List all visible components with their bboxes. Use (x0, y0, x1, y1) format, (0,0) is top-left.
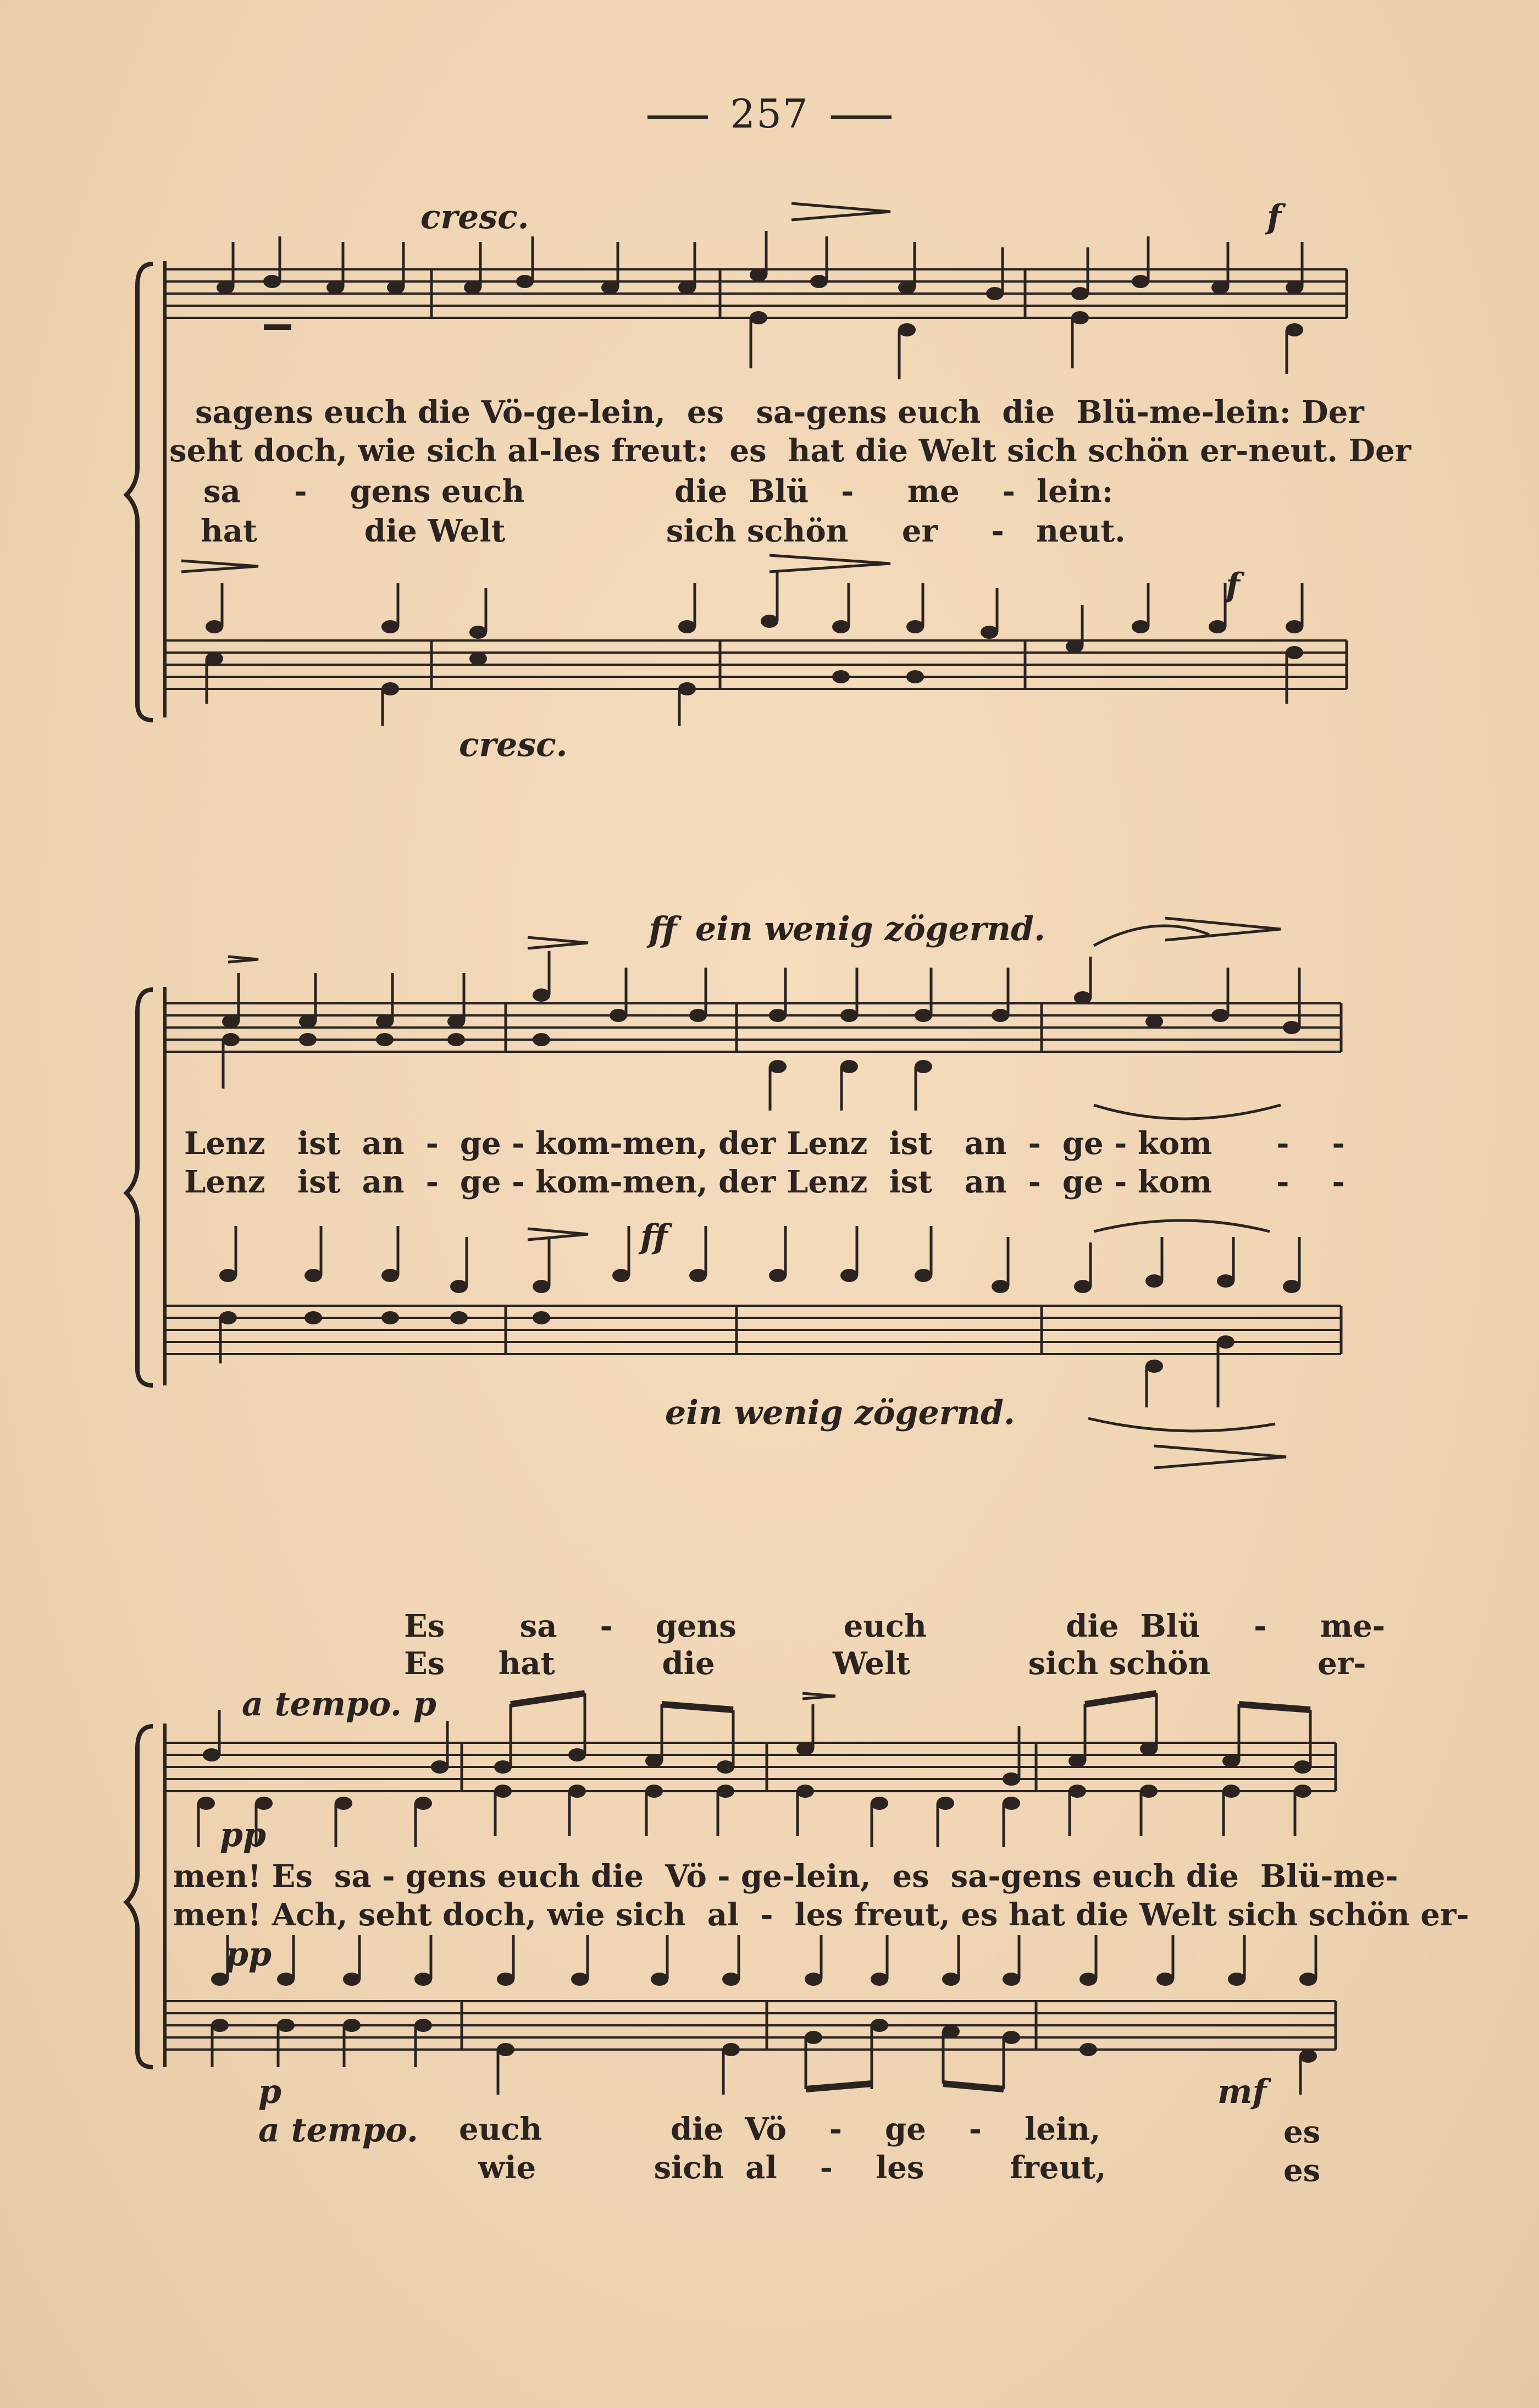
a-tempo-marking-top: a tempo. p (242, 1685, 436, 1724)
cresc-marking-top: cresc. (420, 198, 529, 236)
system-3-brace (126, 1724, 165, 2067)
lyrics-s1-line1: sagens euch die Vö-ge-lein, es sa-gens euch die Blü-me-lein: Der (195, 394, 1364, 430)
ff-marking-mid: ff (640, 1218, 668, 1256)
mf-marking-bottom: mf (1217, 2073, 1267, 2111)
p-marking-bottom: p (258, 2073, 281, 2111)
lyrics-s3-below-trail1: es (1283, 2114, 1321, 2150)
lyrics-s2-line1: Lenz ist an - ge - kom-men, der Lenz ist an - ge - kom - - (184, 1125, 1345, 1162)
pp-marking-top: pp (220, 1816, 266, 1854)
lyrics-s2-line2: Lenz ist an - ge - kom-men, der Lenz ist an - ge - kom - - (184, 1164, 1345, 1200)
system-1-lower-staff (165, 640, 1347, 689)
system-2-upper-staff (165, 1003, 1341, 1052)
system-3-upper-staff (165, 1743, 1336, 1791)
lyrics-s3-line2: men! Ach, seht doch, wie sich al - les freut, es hat die Welt sich schön er- (173, 1897, 1469, 1933)
lyrics-s3-below-line1: euch die Vö - ge - lein, (459, 2111, 1101, 2147)
pp-marking-bottom: pp (225, 1935, 272, 1974)
ff-marking-top: ff (649, 909, 677, 949)
lyrics-s3-above-line1: Es sa - gens euch die Blü - me- (404, 1608, 1385, 1644)
lyrics-s3-below-line2: wie sich al - les freut, (478, 2150, 1106, 2186)
a-tempo-marking-bottom: a tempo. (258, 2111, 418, 2150)
system-3-barlines (462, 1743, 1336, 2050)
system-1-brace (126, 261, 165, 720)
cresc-marking-bottom: cresc. (459, 726, 568, 764)
system-2-brace (126, 987, 165, 1385)
lyrics-s1-line4: hat die Welt sich schön er - neut. (201, 513, 1126, 549)
lyrics-s3-above-line2: Es hat die Welt sich schön er- (404, 1645, 1366, 1682)
lyrics-s1-line2: seht doch, wie sich al-les freut: es hat die Welt sich schön er-neut. Der (169, 433, 1411, 469)
lyrics-s1-line3: sa - gens euch die Blü - me - lein: (203, 473, 1114, 510)
system-3-lower-staff (165, 2001, 1336, 2050)
lyrics-s3-below-trail2: es (1283, 2152, 1321, 2189)
tempo-marking-top: ein wenig zögernd. (695, 910, 1045, 948)
lyrics-s3-line1: men! Es sa - gens euch die Vö - ge-lein, es sa-gens euch die Blü-me- (173, 1858, 1398, 1895)
page-number: 257 (0, 91, 1539, 137)
system-2-lower-staff (165, 1306, 1341, 1354)
forte-marking-mid: f (1226, 566, 1240, 605)
forte-marking-top: f (1267, 198, 1281, 236)
tempo-marking-bottom: ein wenig zögernd. (665, 1394, 1015, 1432)
